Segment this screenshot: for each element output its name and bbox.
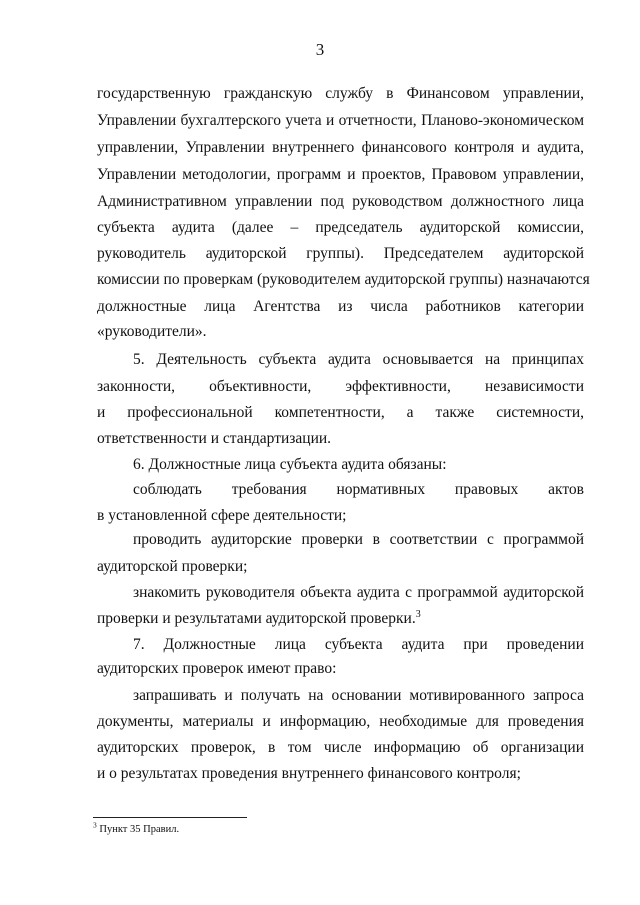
text-line: «руководители». [97, 323, 207, 340]
footnote-separator [93, 817, 247, 818]
text-line: Управлении методологии, программ и проектов, Правовом управлении, [97, 166, 584, 183]
text-line: 5. Деятельность субъекта аудита основывается на принципах [133, 351, 584, 368]
text-line: и о результатах проведения внутреннего финансового контроля; [97, 765, 521, 782]
text-line: запрашивать и получать на основании мотивированного запроса [133, 687, 584, 704]
footnote-marker: 3 [93, 820, 97, 830]
footnote-reference: 3 [415, 608, 421, 620]
footnote-text: Пункт 35 Правил. [96, 824, 180, 835]
text-line: ответственности и стандартизации. [97, 430, 332, 447]
text-line: аудиторской проверки; [97, 558, 248, 575]
text-line: соблюдать требования нормативных правовых актов [133, 481, 584, 498]
text-line: 7. Должностные лица субъекта аудита при проведении [133, 636, 584, 653]
page-number: 3 [315, 40, 325, 59]
text-line: знакомить руководителя объекта аудита с программой аудиторской [133, 584, 584, 601]
text-line: Административном управлении под руководством должностного лица [97, 193, 584, 210]
text-line: аудиторских проверок, в том числе информацию об организации [97, 739, 584, 756]
text-line: руководитель аудиторской группы). Председателем аудиторской [97, 245, 584, 262]
text-line: государственную гражданскую службу в Финансовом управлении, [97, 85, 584, 102]
text-span: проверки и результатами аудиторской проверки. [97, 610, 416, 627]
text-line [97, 609, 421, 629]
footnote [93, 820, 180, 836]
text-line: комиссии по проверкам (руководителем аудиторской группы) назначаются [97, 271, 590, 288]
text-line: аудиторских проверок имеют право: [97, 660, 337, 677]
text-line: документы, материалы и информацию, необходимые для проведения [97, 713, 584, 730]
text-line: в установленной сфере деятельности; [97, 507, 347, 524]
text-line: Управлении бухгалтерского учета и отчетности, Планово-экономическом [97, 112, 584, 129]
text-line: законности, объективности, эффективности, независимости [97, 378, 584, 395]
text-line: субъекта аудита (далее – председатель аудиторской комиссии, [97, 219, 584, 236]
text-line: должностные лица Агентства из числа работников категории [97, 298, 584, 315]
text-line: 6. Должностные лица субъекта аудита обязаны: [133, 456, 447, 473]
text-line: управлении, Управлении внутреннего финансового контроля и аудита, [97, 139, 584, 156]
text-line: проводить аудиторские проверки в соответствии с программой [133, 531, 584, 548]
text-line: и профессиональной компетентности, а также системности, [97, 404, 584, 421]
